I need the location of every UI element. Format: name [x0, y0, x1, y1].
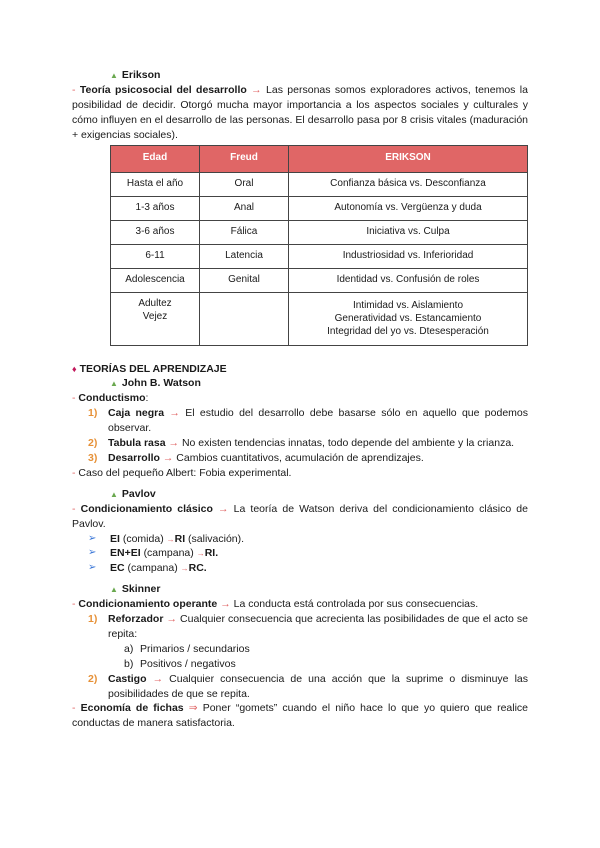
list-item: ➢ EN+EI (campana) →RI. — [88, 547, 219, 560]
arrow-icon: → — [220, 598, 231, 611]
triangle-bullet-icon: ▲ — [110, 489, 118, 499]
erikson-heading: ▲ Erikson — [110, 69, 161, 81]
arrow-icon: → — [162, 451, 174, 464]
arrow-icon: → — [218, 502, 229, 515]
list-item: 3) Desarrollo → Cambios cuantitativos, acumulación de aprendizajes. — [88, 451, 424, 464]
list-item: 2) Tabula rasa → No existen tendencias innatas, todo depende del ambiente y la crianza. — [88, 437, 515, 450]
chevron-bullet-icon: ➢ — [88, 547, 97, 559]
table-header: ERIKSON — [289, 145, 528, 172]
arrow-icon: → — [180, 564, 189, 574]
triangle-bullet-icon: ▲ — [110, 71, 118, 80]
pavlov-heading: ▲ Pavlov — [110, 487, 156, 500]
triangle-bullet-icon: ▲ — [110, 379, 118, 389]
sub-list-item: a) Primarios / secundarios — [124, 642, 250, 655]
table-row: 3-6 años Fálica Iniciativa vs. Culpa — [111, 220, 528, 244]
table-row: 6-11 Latencia Industriosidad vs. Inferioridad — [111, 244, 528, 268]
sub-list-item: b) Positivos / negativos — [124, 657, 236, 670]
skinner-paragraph: - Condicionamiento operante → La conducta está controlada por sus consecuencias. — [72, 598, 479, 611]
table-header: Freud — [200, 145, 289, 172]
arrow-icon: → — [169, 407, 180, 420]
arrow-icon: → — [166, 534, 175, 544]
skinner-heading: ▲ Skinner — [110, 583, 161, 596]
list-item: 2) Castigo → Cualquier consecuencia de una acción que la suprime o disminuye las posibilidades de que se repita. — [88, 672, 528, 700]
list-item: 1) Reforzador → Cualquier consecuencia que acrecienta las posibilidades de que el acto se repita: — [88, 613, 528, 640]
erikson-paragraph: - Teoría psicosocial del desarrollo → Las personas somos exploradores activos, tenemos la posibilidad de decidir. Otorgó mucha mayor importancia a los aspectos sociales y culturales y cómo influyen en el desarrollo de las personas. El desarrollo pasa por 8 crisis vitales (maduración + exigencias sociales). — [72, 83, 528, 141]
arrow-icon: → — [168, 437, 180, 450]
table-row: Adultez Vejez Intimidad vs. Aislamiento Generatividad vs. Estancamiento Integridad del yo vs. Dtesesperación — [111, 292, 528, 345]
chevron-bullet-icon: ➢ — [88, 562, 97, 574]
table-row: 1-3 años Anal Autonomía vs. Vergüenza y duda — [111, 196, 528, 220]
diamond-bullet-icon: ♦ — [72, 363, 77, 374]
arrow-icon: → — [196, 549, 205, 559]
document-page — [72, 68, 528, 731]
erikson-table — [110, 145, 528, 346]
table-row: Adolescencia Genital Identidad vs. Confusión de roles — [111, 268, 528, 292]
table-row: Hasta el año Oral Confianza básica vs. Desconfianza — [111, 172, 528, 196]
watson-heading: ▲ John B. Watson — [110, 377, 201, 390]
chevron-bullet-icon: ➢ — [88, 532, 97, 544]
section-heading: ♦ TEORÍAS DEL APRENDIZAJE — [72, 362, 227, 375]
arrow-icon: → — [152, 672, 164, 685]
arrow-icon: → — [251, 83, 262, 96]
table-header: Edad — [111, 145, 200, 172]
list-item: ➢ EC (campana) →RC. — [88, 562, 207, 575]
triangle-bullet-icon: ▲ — [110, 585, 118, 595]
caso-line: - Caso del pequeño Albert: Fobia experimental. — [72, 466, 292, 479]
arrow-icon: → — [166, 613, 177, 626]
list-item: ➢ EI (comida) →RI (salivación). — [88, 532, 245, 545]
pavlov-paragraph: - Condicionamiento clásico → La teoría de Watson deriva del condicionamiento clásico de Pavlov. — [72, 502, 528, 530]
list-item: 1) Caja negra → El estudio del desarrollo debe basarse sólo en aquello que podemos observar. — [88, 407, 528, 435]
double-arrow-icon: ⇒ — [188, 702, 198, 715]
conductismo-line: - Conductismo: — [72, 392, 149, 405]
fichas-paragraph: - Economía de fichas ⇒ Poner “gomets” cuando el niño hace lo que yo quiero que realice conductas de manera satisfactoria. — [72, 702, 529, 730]
